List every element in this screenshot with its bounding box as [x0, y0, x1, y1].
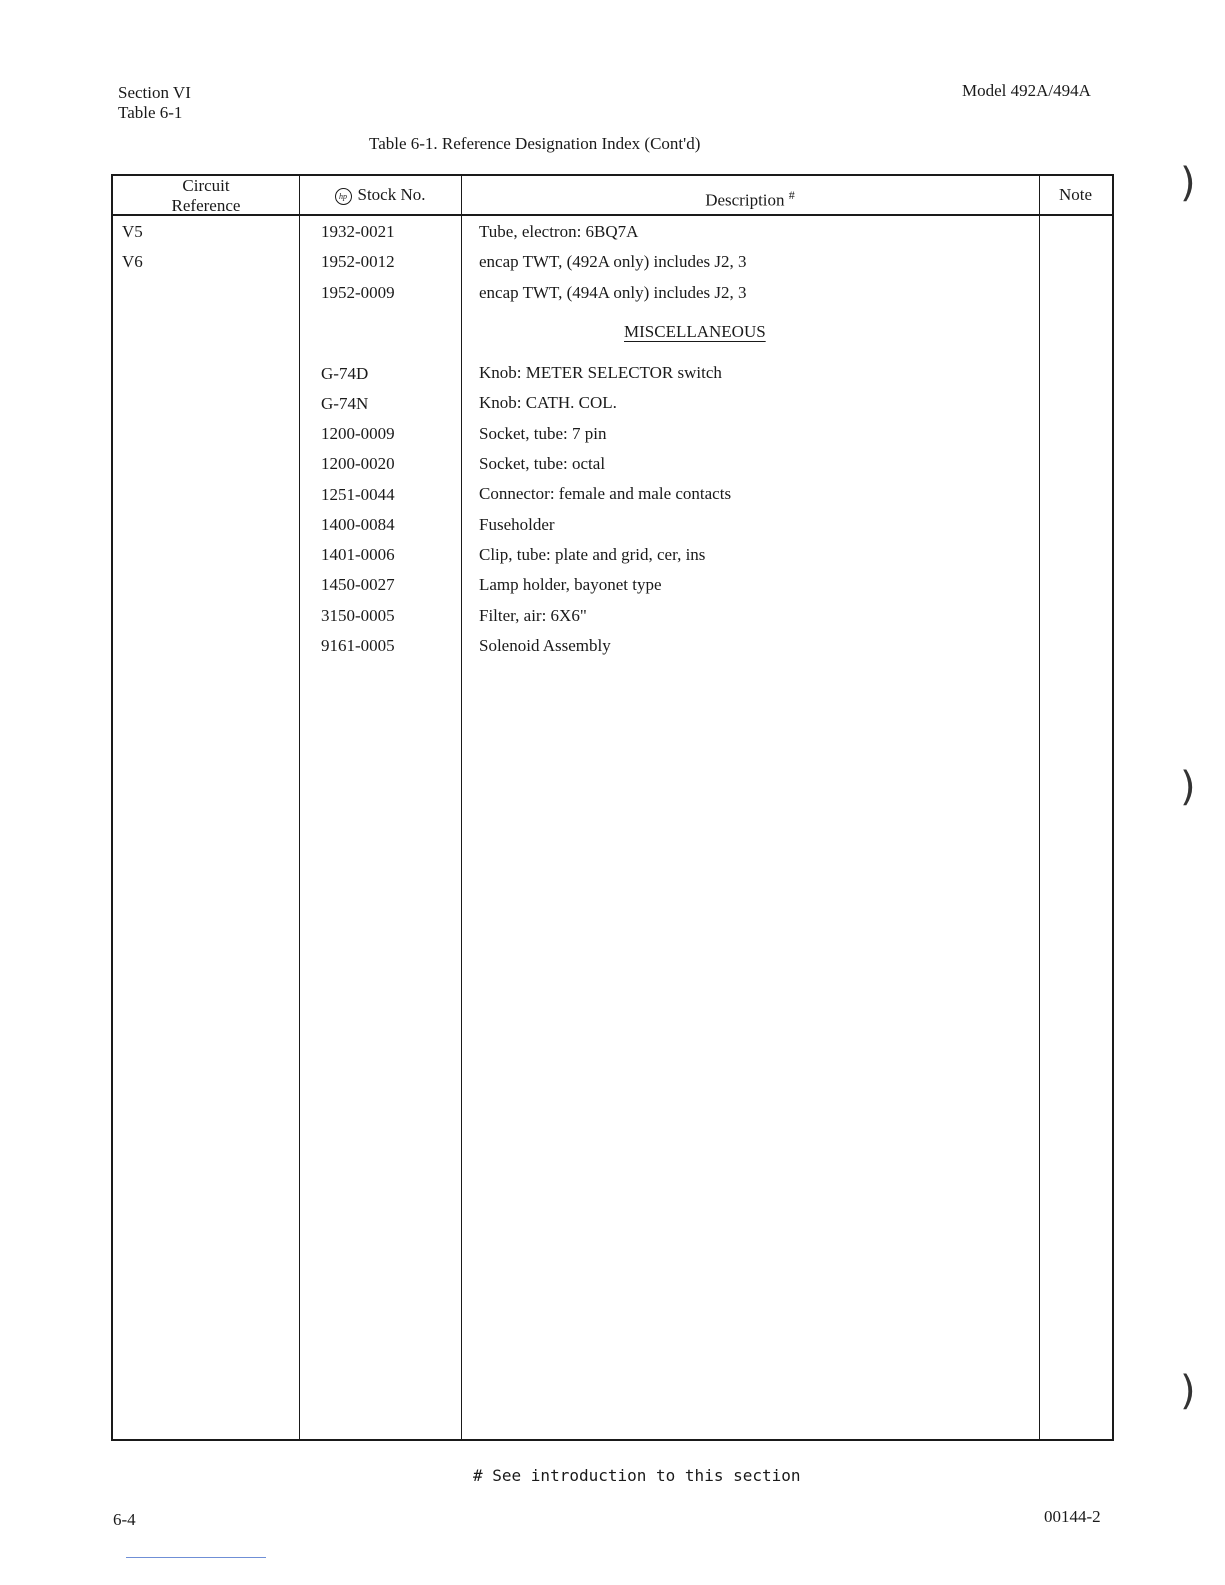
table-row-stock: G-74N: [321, 394, 369, 413]
table-row-stock: 1400-0084: [321, 515, 395, 534]
binder-hole-mark: ): [1180, 764, 1196, 810]
table-row-desc: Connector: female and male contacts: [479, 484, 732, 503]
binder-hole-mark: ): [1180, 1368, 1196, 1414]
table-row-stock: 1952-0012: [321, 252, 395, 271]
note-header: Note: [1058, 185, 1093, 204]
table-row-desc: Clip, tube: plate and grid, cer, ins: [479, 545, 706, 564]
description-footnote-mark: #: [788, 188, 795, 202]
table-row-stock: 1952-0009: [321, 283, 395, 302]
table-row-desc: Fuseholder: [479, 515, 555, 534]
model-label: Model 492A/494A: [962, 81, 1091, 100]
binder-hole-mark: ): [1180, 160, 1196, 206]
column-divider: [1039, 176, 1040, 1439]
table-row-ref: V6: [122, 252, 143, 271]
table-row-stock: 1200-0020: [321, 454, 395, 473]
table-row-desc: Tube, electron: 6BQ7A: [479, 222, 639, 241]
circuit-header-line1: Circuit: [182, 176, 230, 195]
scan-edge-line: [126, 1557, 266, 1558]
column-divider: [299, 176, 300, 1439]
section-label: Section VI: [118, 83, 191, 102]
table-ref-label: Table 6-1: [118, 103, 183, 122]
hp-logo-icon: hp: [335, 188, 352, 205]
table-row-ref: V5: [122, 222, 143, 241]
table-row-stock: 1932-0021: [321, 222, 395, 241]
footnote: # See introduction to this section: [473, 1466, 801, 1485]
table-row-stock: 1450-0027: [321, 575, 395, 594]
table-title: Table 6-1. Reference Designation Index (Cont'd): [369, 134, 701, 153]
table-row-desc: Knob: METER SELECTOR switch: [479, 363, 722, 382]
table-row-desc: encap TWT, (494A only) includes J2, 3: [479, 283, 747, 302]
table-row-stock: 1200-0009: [321, 424, 395, 443]
description-header: [461, 185, 1039, 211]
document-code: 00144-2: [1044, 1507, 1101, 1526]
table-row-desc: encap TWT, (492A only) includes J2, 3: [479, 252, 747, 271]
table-row-desc: Knob: CATH. COL.: [479, 393, 617, 412]
table-row-desc: Filter, air: 6X6": [479, 606, 587, 625]
table-row-stock: 9161-0005: [321, 636, 395, 655]
table-row-desc: Lamp holder, bayonet type: [479, 575, 662, 594]
miscellaneous-heading: MISCELLANEOUS: [624, 322, 766, 341]
table-row-stock: 1401-0006: [321, 545, 395, 564]
description-header-label: Description: [705, 190, 785, 210]
page-number: 6-4: [113, 1510, 136, 1529]
table-row-desc: Socket, tube: 7 pin: [479, 424, 607, 443]
circuit-reference-header: [113, 176, 299, 216]
stock-number-header: [299, 185, 461, 205]
table-row-stock: G-74D: [321, 364, 369, 383]
table-row-desc: Solenoid Assembly: [479, 636, 611, 655]
reference-designation-table: [111, 174, 1114, 1441]
stock-header-label: Stock No.: [357, 185, 426, 204]
table-row-stock: 1251-0044: [321, 485, 395, 504]
table-row-stock: 3150-0005: [321, 606, 395, 625]
circuit-header-line2: Reference: [171, 196, 241, 215]
column-divider: [461, 176, 462, 1439]
table-row-desc: Socket, tube: octal: [479, 454, 606, 473]
